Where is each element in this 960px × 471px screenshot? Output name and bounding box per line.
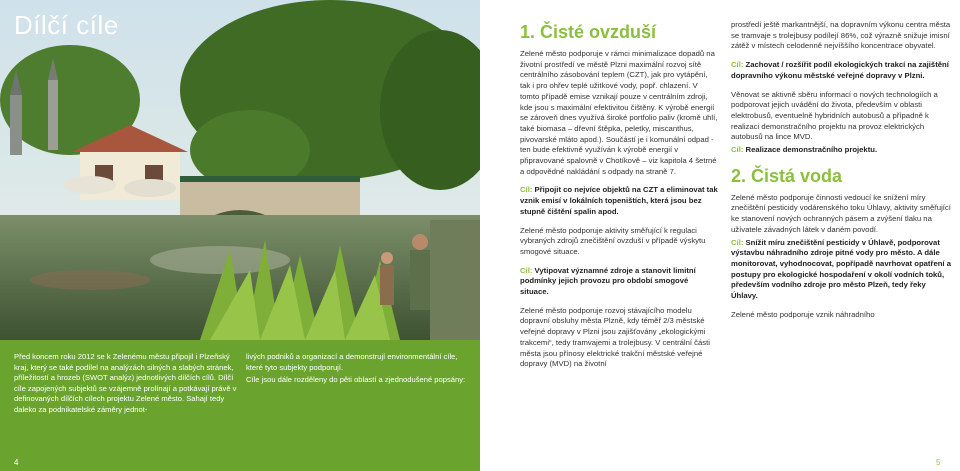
river-bridge-photo (0, 0, 480, 340)
body-paragraph: Zelené město podporuje v rámci minimalizace dopadů na životní prostředí ve městě Plzni maximální rozvoj sítě centrálního zásobování teplem (CZT), jak pro vytápění, tak i pro ohřev teplé užitkové vody, popř. chlazení. V tomto případě emise vznikají pouze v centrálním zdroji, kde jsou s maximální efektivitou čištěny. K výrobě energií se zároveň dnes využívá široké portfolio paliv (kromě uhlí, také biomasa – dřevní štěpka, peletky, miscanthus, pivovarské mláto apod.). Součástí je i komunální odpad - ten bude efektivně využíván k výrobě energií v připravované spalovně v Chotíkově – viz kapitola 4 šetrné a odpovědné nakládání s odpady na straně 7. (520, 49, 718, 176)
intro-paragraph: Cíle jsou dále rozděleny do pěti oblastí a zjednodušené popsány: (246, 375, 466, 385)
goal-label: Cíl: (731, 60, 744, 70)
intro-text-col2 (246, 352, 472, 386)
right-column-1 (520, 22, 718, 378)
intro-text-col1: Před koncem roku 2012 se k Zelenému městu připojil i Plzeňský kraj, který se také podílel na analýzách silných a slabých stránek, příležitostí a hrozeb (SWOT analýz) jednotlivých dílčích cílů. Dílčí cíle zapojených subjektů se vzájemně prolínají a potkávají právě v definovaných dílčích cílech projektu Zelené město. Sahají tedy daleko za podnikatelské záměry jednot- (14, 352, 237, 414)
section-heading-water: 2. Čistá voda (731, 165, 843, 186)
goal-label: Cíl: (520, 185, 533, 195)
photo-illustration (0, 0, 480, 340)
page-number-left: 4 (14, 458, 19, 467)
goal-text: Připojit co nejvíce objektů na CZT a eliminovat tak vznik emisí v lokálních topeništích, která jsou bez stupně čištění spalin apod. (520, 185, 718, 216)
goal-callout (731, 238, 951, 302)
intro-paragraph: livých podniků a organizací a demonstrují environmentální cíle, které tyto subjekty podporují. (246, 352, 458, 372)
right-column-2 (731, 20, 951, 328)
body-paragraph: Zelené město podporuje rozvoj stávajícího modelu dopravní obsluhy města Plzně, kdy téměř 2/3 městské veřejné dopravy v Plzni jsou zajišťovány „ekologickými trakcemi“, tedy tramvajemi a trolejbusy. V centrální části města jsou přínosy elektrické trakční městské veřejné dopravy (MVD) na životní (520, 305, 710, 369)
body-paragraph: Zelené město podporuje aktivity směřující k regulaci vybraných zdrojů znečištění ovzduší v případě výskytu smogové situace. (520, 225, 706, 256)
page-number-right: 5 (936, 458, 941, 467)
body-paragraph: Zelené město podporuje vznik náhradního (731, 309, 875, 319)
goal-callout (520, 185, 718, 217)
goal-label: Cíl: (731, 145, 744, 155)
goal-callout (520, 266, 718, 298)
goal-text: Snížit míru znečištění pesticidy v Úhlavě, podporovat výstavbu náhradního zdroje pitné vody pro město. A dále monitorovat, vyhodnocovat, popřípadě navrhovat opatření a postupy pro ekologické hospodaření v okolí vodních toků, především vodního zdroje pro město Plzeň, tedy řeky Úhlavy. (731, 237, 951, 301)
right-page (480, 0, 960, 471)
body-paragraph: Zelené město podporuje činnosti vedoucí ke snížení míry znečištění pesticidy vodárenského toku Úhlavy, aktivity směřující ke stanovení nových ochranných pásem a zvýšení tlaku na užívatele závadných látek v daném povodí. (731, 192, 951, 234)
section-heading-air: 1. Čisté ovzduší (520, 22, 657, 42)
goal-label: Cíl: (731, 237, 744, 247)
goal-text: Realizace demonstračního projektu. (743, 145, 878, 155)
goal-text: Zachovat / rozšířit podíl ekologických trakcí na zajištění dopravního výkonu městské veřejné dopravy v Plzni. (731, 60, 949, 80)
goal-label: Cíl: (520, 265, 533, 275)
page-title: Dílčí cíle (14, 10, 119, 40)
body-paragraph: Věnovat se aktivně sběru informací o nových technologiích a podporovat jejich uvádění do života, především v oblasti elektrobusů, eventuelně hybridních autobusů a případně k realizaci demonstračního projektu na provoz elektrických autobusů na lince MVD. (731, 89, 938, 142)
body-paragraph: prostředí ještě markantnější, na dopravním výkonu centra města se tramvaje s trolejbusy podílejí 86%, což výrazně snižuje imisní zátěž v místech celodenně nejvíššího koncentrace obyvatel. (731, 20, 951, 51)
goal-text: Vytipovat významné zdroje a stanovit limitní podmínky jejich provozu pro období smogové situace. (520, 265, 696, 297)
goal-callout (731, 60, 951, 81)
goal-callout (731, 145, 951, 156)
